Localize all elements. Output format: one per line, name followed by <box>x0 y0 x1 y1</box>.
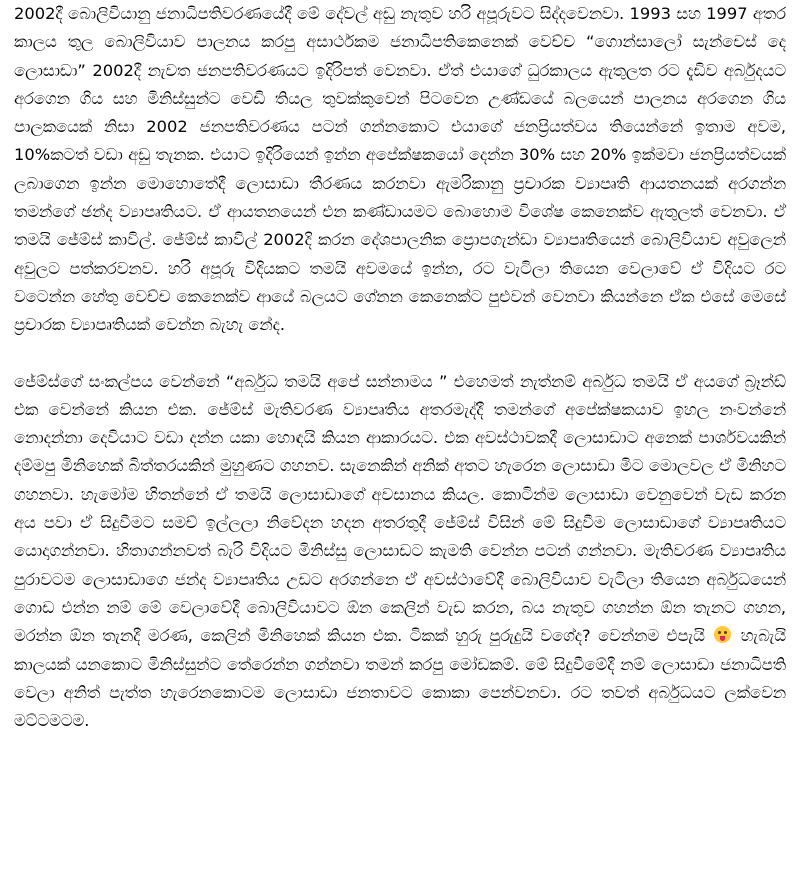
paragraph-2-text-a: ජේම්ස්ගේ සංකල්පය වෙන්නේ “අර්බුධ තමයි අපේ සන්නාමය ” එහෙමත් නැත්නම් අර්බුධ තමයි ඒ අයගේ බ්‍රෑන්ඩ් එක වෙන්නේ කියන එක. ජේම්ස් මැතිවරණ ව්‍යාපෘතිය අතරමැද්දී තමන්ගේ අපේක්ෂකයාව ඉහල නංවන්නේ නොදන්නා දෙවියාට වඩා දන්න යකා හොඳයි කියන ආකාරයට. එක අවස්ථාවකදී ලොසාඩාට අනෙක් පාර්ශවයකින් දම්මපු මිනිහෙක් බිත්තරයකින් මුහුණට ගහනව. සැනෙකින් අනික් අතට හැරෙන ලොසාඩා මිට මොලවල ඒ මිනිහට ගහනවා. හැමෝම හිතන්නේ ඒ තමයි ලොසාඩාගේ අවසානය කියල. කොටින්ම ලොසාඩා වෙනුවෙන් වැඩ කරන අය පවා ඒ සිදුවීමට සමච් ඉල්ලලා නිවේදන හදන අතරතුදී ජේම්ස් විසින් මේ සිදුවීම ලොසාඩාගේ ව්‍යාපෘතියට යොදාගන්නවා. හිතාගන්නවත් බැරි විදියට මිනිස්සු ලොසාඩට කැමති වෙන්න පටන් ගන්නවා. මැතිවරණ ව්‍යාපෘතිය පුරාවටම ලොසාඩාගෙ ජන්ද ව්‍යාපෘතිය උඩට අරගන්නෙ ඒ අවස්ථාවේදී බොලිවියාව වැටිලා තියෙන අර්බුධයෙන් ගොඩ එන්න නම් මේ වෙලාවේදී බොලිවියාවට ඕන කෙලින් වැඩ කරන, බය නැතුව ගහන්න ඕන තැනට ගහන, මරන්න ඕන තැනදී මරණ, කෙලින් මිනිහෙක් කියන එක. ටිකක් හුරු පුරුදුයි වගේද? වෙන්නම එපැයි <box>14 371 786 646</box>
paragraph-1: 2002දී බොලිවියානු ජනාධිපතිවරණයේදී මේ දේවල් අඩු නැතුව හරි අපූරුවට සිද්දවෙනවා. 1993 සහ 1997 අතර කාලය තුල බොලිවියාව පාලනය කරපු අසාර්ථකම ජනාධිපතිකෙනෙක් වෙච්ච “ගොන්සාලෝ සැන්චෙස් දෙ ලොසාඩා” 2002දී නැවත ජනපතිවරණයට ඉදිරිපත් වෙනවා. ඒත් එයාගේ ධුරකාලය ඇතුලත රට දැඩිව අර්බුදයට අරගෙන ගිය සහ මිනිස්සුන්ට වෙඩි තියල තුවක්කුවෙන් පිටවෙන උණ්ඩයේ බලයෙන් පාලනය අරගෙන ගිය පාලකයෙක් නිසා 2002 ජනපතිවරණය පටන් ගන්නකොට එයාගේ ජනප්‍රියත්වය තියෙන්නේ ඉතාම අවම, 10%කටත් වඩා අඩු තැනක. එයාට ඉදිරියෙන් ඉන්න අපේක්ෂකයෝ දෙන්න 30% සහ 20% ඉක්මවා ජනප්‍රියත්වයක් ලබාගෙන ඉන්න මොහොතේදී ලොසාඩා තීරණය කරනවා ඇමරිකානු ප්‍රචාරක ව්‍යාපෘති ආයතනයක් අරගන්න තමන්ගේ ඡන්ද ව්‍යාපෘතියට. ඒ ආයතනයෙන් එන කණ්ඩායමට බොහොම විශේෂ කෙනෙක්ව ඇතුලත් වෙනවා. ඒ තමයි ජේම්ස් කාවිල්. ජේම්ස් කාවිල් 2002දි කරන දේශපාලනික ප්‍රොපගැන්ඩා ව්‍යාපෘතියෙන් බොලිවියාව අවුලෙන් අවුලට පත්කරවනව. හරි අපූරු විදියකට තමයි අවමයේ ඉන්න, රට වැටිලා තියෙන වෙලාවේ ඒ විදියට රට වටෙන්න හේතු වෙච්ච කෙනෙක්ව ආයේ බලයට ගේනන කෙනෙක්ට පුළුවන් වෙනවා කියන්නෙ ඒක එසේ මෙසේ ප්‍රචාරක ව්‍යාපෘතියක් වෙන්න බැහැ නේද. <box>14 4 786 335</box>
face-with-tongue-icon <box>714 626 731 643</box>
paragraph-2-text-b: හැබැයි කාලයක් යනකොට මිනිස්සුන්ට තේරෙන්න ගන්නවා තමන් කරපු මෝඩකම්. මේ සිදුවීමේදී නම් ලොසාඩා ජනාධිපති වෙලා අනිත් පැත්ත හැරෙනකොටම ලොසාඩා ජනතාවට කොකා පෙන්වනවා. රට තවත් අර්බුධයට ලක්වෙන මට්ටමටම. <box>14 626 786 731</box>
paragraph-spacer <box>14 340 786 368</box>
paragraph-2 <box>14 368 786 736</box>
post-body <box>14 0 786 735</box>
